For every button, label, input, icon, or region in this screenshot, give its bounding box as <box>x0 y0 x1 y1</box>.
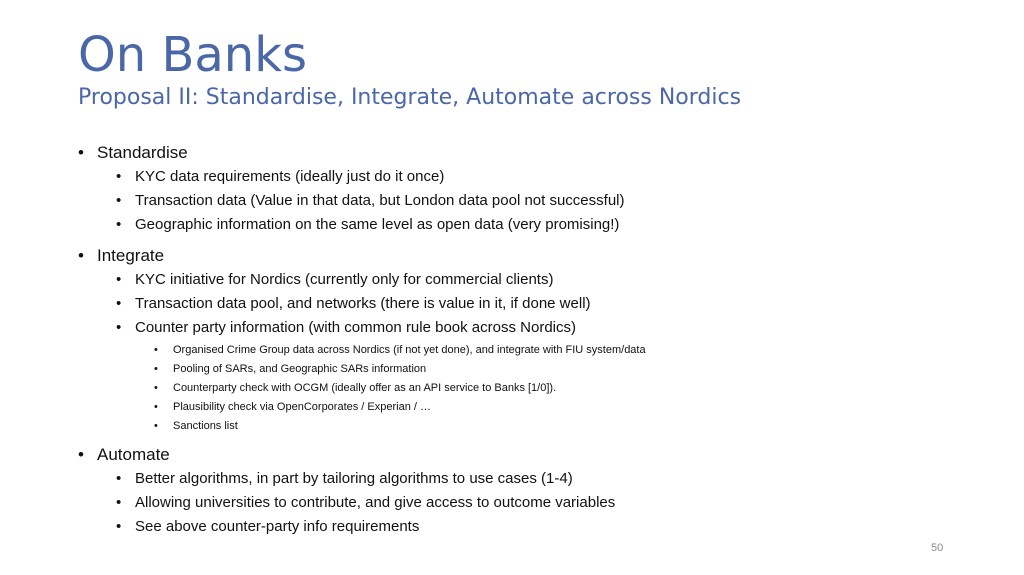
list-item-text: See above counter-party info requirements <box>135 518 420 535</box>
sub-list-item <box>78 417 978 436</box>
sub-list-item-text: Plausibility check via OpenCorporates / Experian / … <box>173 401 432 413</box>
list-item-text: Counter party information (with common rule book across Nordics) <box>135 319 576 336</box>
bullet-icon: • <box>154 382 158 394</box>
list-item-text: Transaction data pool, and networks (there is value in it, if done well) <box>135 295 591 312</box>
bullet-icon: • <box>116 518 122 535</box>
sub-list-item-text: Sanctions list <box>173 420 238 432</box>
bullet-icon: • <box>116 494 122 511</box>
list-item <box>78 316 978 340</box>
section-standardise <box>78 141 978 237</box>
list-item-text: Transaction data (Value in that data, but London data pool not successful) <box>135 192 625 209</box>
bullet-icon: • <box>78 143 84 162</box>
list-item-text: KYC data requirements (ideally just do it once) <box>135 168 445 185</box>
list-item <box>78 268 978 292</box>
bullet-icon: • <box>116 470 122 487</box>
section-heading <box>78 244 978 267</box>
bullet-icon: • <box>116 216 122 233</box>
list-item-text: Allowing universities to contribute, and give access to outcome variables <box>135 494 616 511</box>
bullet-icon: • <box>154 401 158 413</box>
list-item <box>78 467 978 491</box>
bullet-icon: • <box>116 271 122 288</box>
section-heading-text: Integrate <box>97 246 165 265</box>
list-item <box>78 491 978 515</box>
section-integrate <box>78 244 978 436</box>
sub-list-item <box>78 379 978 398</box>
section-heading-text: Standardise <box>97 143 188 162</box>
bullet-icon: • <box>116 192 122 209</box>
sub-list-item-text: Counterparty check with OCGM (ideally offer as an API service to Banks [1/0]). <box>173 382 557 394</box>
slide-title: On Banks <box>78 27 308 83</box>
list-item <box>78 292 978 316</box>
sub-list-item-text: Organised Crime Group data across Nordics (if not yet done), and integrate with FIU system/data <box>173 344 646 356</box>
slide-subtitle: Proposal II: Standardise, Integrate, Automate across Nordics <box>78 85 742 110</box>
list-item-text: Better algorithms, in part by tailoring algorithms to use cases (1-4) <box>135 470 573 487</box>
list-item <box>78 515 978 539</box>
bullet-icon: • <box>116 295 122 312</box>
sub-list-item <box>78 360 978 379</box>
page-number: 50 <box>931 542 944 554</box>
section-automate <box>78 443 978 539</box>
list-item <box>78 189 978 213</box>
bullet-list <box>78 141 978 546</box>
section-heading <box>78 443 978 466</box>
bullet-icon: • <box>78 445 84 464</box>
sub-list-item-text: Pooling of SARs, and Geographic SARs information <box>173 363 427 375</box>
bullet-icon: • <box>116 168 122 185</box>
list-item <box>78 165 978 189</box>
bullet-icon: • <box>154 420 158 432</box>
bullet-icon: • <box>116 319 122 336</box>
bullet-icon: • <box>154 363 158 375</box>
list-item <box>78 213 978 237</box>
section-heading-text: Automate <box>97 445 170 464</box>
sub-list-item <box>78 341 978 360</box>
list-item-text: KYC initiative for Nordics (currently only for commercial clients) <box>135 271 554 288</box>
bullet-icon: • <box>154 344 158 356</box>
sub-list-item <box>78 398 978 417</box>
section-heading <box>78 141 978 164</box>
list-item-text: Geographic information on the same level as open data (very promising!) <box>135 216 620 233</box>
bullet-icon: • <box>78 246 84 265</box>
